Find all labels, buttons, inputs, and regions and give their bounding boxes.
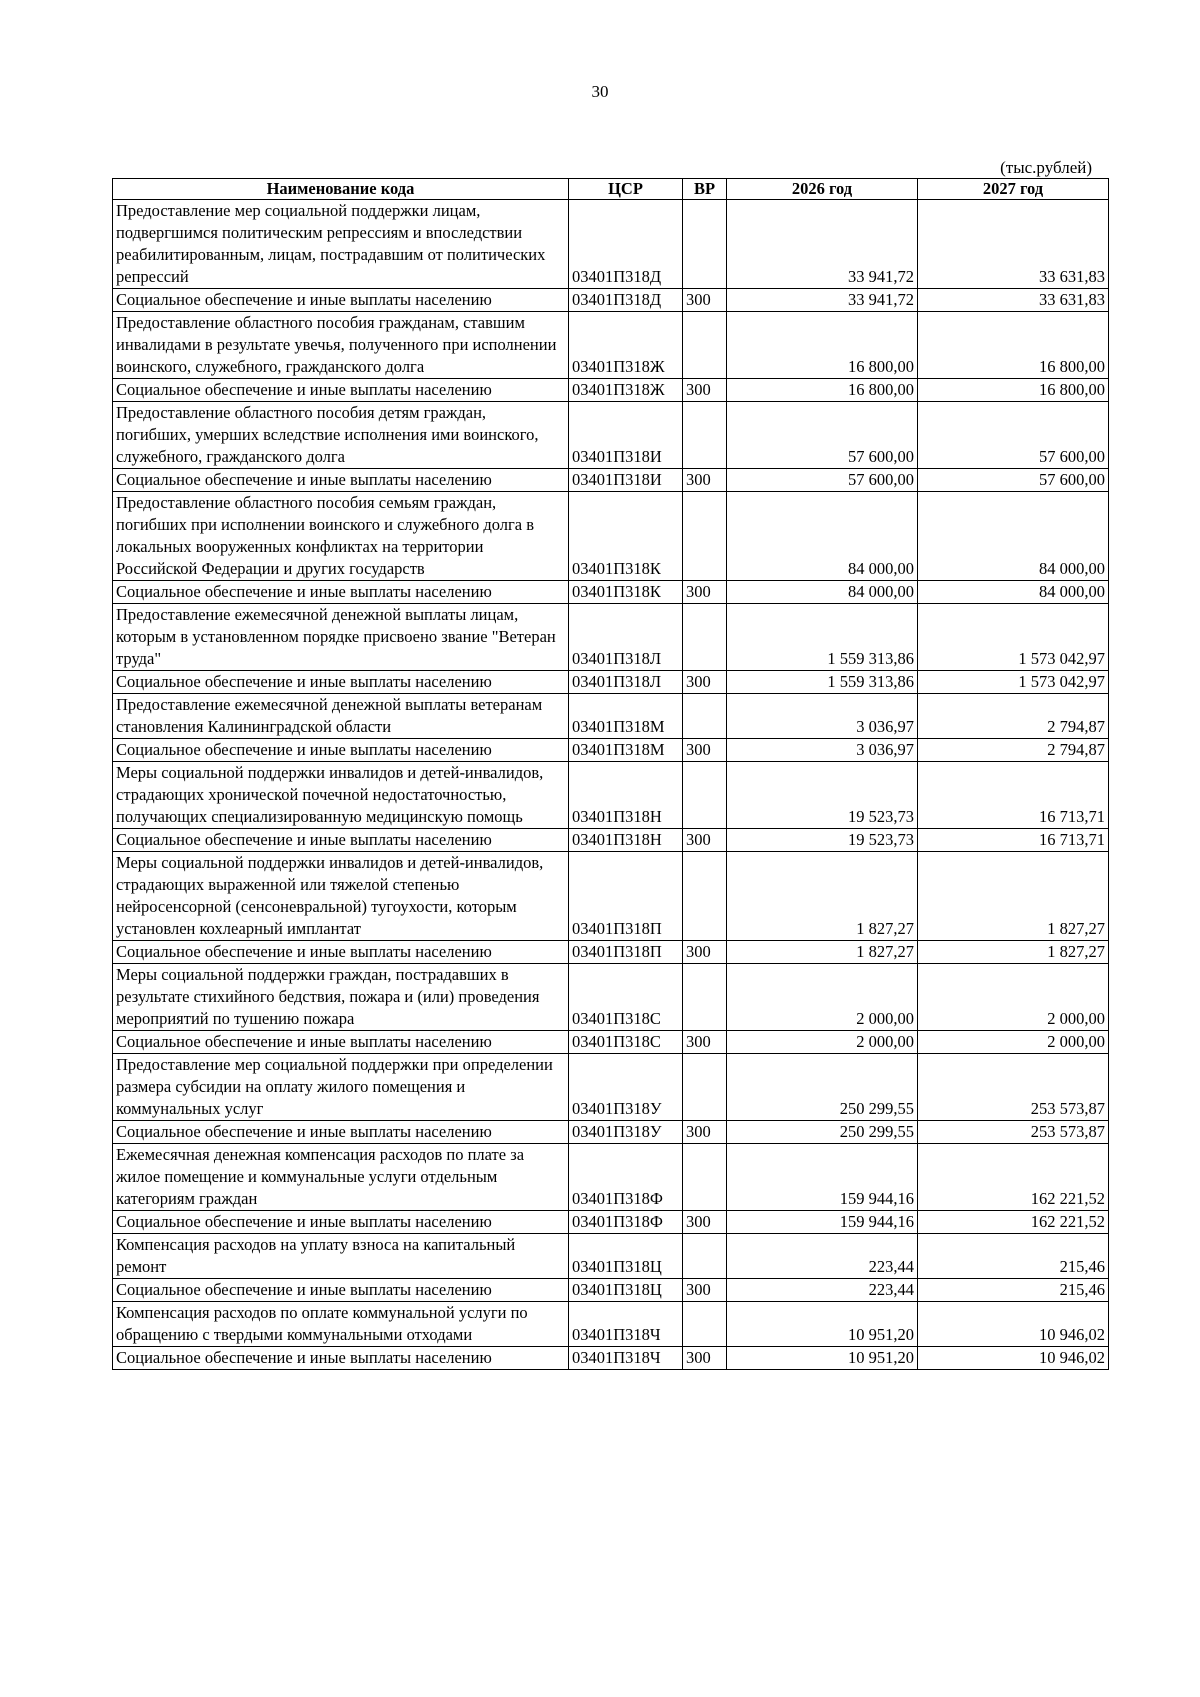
table-row <box>113 1279 1109 1302</box>
cell-2026: 16 800,00 <box>727 379 918 402</box>
cell-vr: 300 <box>683 1121 727 1144</box>
table-header-row <box>113 179 1109 200</box>
cell-2026: 19 523,73 <box>727 829 918 852</box>
table-row <box>113 469 1109 492</box>
cell-2027: 57 600,00 <box>918 469 1109 492</box>
cell-vr <box>683 694 727 739</box>
cell-csr: 03401П318Ф <box>569 1144 683 1211</box>
cell-name: Социальное обеспечение и иные выплаты населению <box>113 829 569 852</box>
cell-2027: 33 631,83 <box>918 200 1109 289</box>
cell-name: Компенсация расходов на уплату взноса на капитальный ремонт <box>113 1234 569 1279</box>
cell-csr: 03401П318Ц <box>569 1279 683 1302</box>
cell-vr: 300 <box>683 739 727 762</box>
cell-2026: 159 944,16 <box>727 1211 918 1234</box>
cell-name: Предоставление мер социальной поддержки при определении размера субсидии на оплату жилого помещения и коммунальных услуг <box>113 1054 569 1121</box>
cell-csr: 03401П318С <box>569 964 683 1031</box>
table-row <box>113 964 1109 1031</box>
cell-2026: 33 941,72 <box>727 289 918 312</box>
cell-vr <box>683 604 727 671</box>
cell-2027: 1 573 042,97 <box>918 604 1109 671</box>
cell-vr <box>683 1054 727 1121</box>
table-row <box>113 492 1109 581</box>
cell-name: Социальное обеспечение и иные выплаты населению <box>113 1031 569 1054</box>
units-label: (тыс.рублей) <box>1000 158 1092 177</box>
cell-vr: 300 <box>683 1347 727 1370</box>
table-row <box>113 694 1109 739</box>
cell-2026: 84 000,00 <box>727 581 918 604</box>
cell-vr: 300 <box>683 829 727 852</box>
cell-csr: 03401П318У <box>569 1054 683 1121</box>
cell-csr: 03401П318М <box>569 694 683 739</box>
cell-csr: 03401П318К <box>569 492 683 581</box>
cell-name: Социальное обеспечение и иные выплаты населению <box>113 941 569 964</box>
cell-vr <box>683 1234 727 1279</box>
cell-vr <box>683 964 727 1031</box>
cell-name: Предоставление ежемесячной денежной выплаты лицам, которым в установленном порядке присвоено звание "Ветеран труда" <box>113 604 569 671</box>
cell-vr <box>683 200 727 289</box>
cell-csr: 03401П318Д <box>569 200 683 289</box>
cell-2026: 10 951,20 <box>727 1347 918 1370</box>
cell-name: Социальное обеспечение и иные выплаты населению <box>113 1121 569 1144</box>
cell-vr: 300 <box>683 1279 727 1302</box>
table-row <box>113 312 1109 379</box>
cell-csr: 03401П318Ч <box>569 1302 683 1347</box>
cell-name: Компенсация расходов по оплате коммунальной услуги по обращению с твердыми коммунальными отходами <box>113 1302 569 1347</box>
cell-2027: 253 573,87 <box>918 1054 1109 1121</box>
cell-csr: 03401П318П <box>569 941 683 964</box>
cell-vr: 300 <box>683 379 727 402</box>
cell-csr: 03401П318Ж <box>569 379 683 402</box>
cell-csr: 03401П318Н <box>569 762 683 829</box>
cell-name: Социальное обеспечение и иные выплаты населению <box>113 1211 569 1234</box>
column-header-2027: 2027 год <box>918 179 1109 200</box>
table-row <box>113 852 1109 941</box>
cell-name: Социальное обеспечение и иные выплаты населению <box>113 379 569 402</box>
cell-name: Меры социальной поддержки граждан, пострадавших в результате стихийного бедствия, пожара и (или) проведения мероприятий по тушению пожара <box>113 964 569 1031</box>
column-header-vr: ВР <box>683 179 727 200</box>
cell-csr: 03401П318Л <box>569 671 683 694</box>
cell-csr: 03401П318И <box>569 469 683 492</box>
cell-name: Социальное обеспечение и иные выплаты населению <box>113 581 569 604</box>
cell-2027: 16 713,71 <box>918 762 1109 829</box>
cell-vr: 300 <box>683 671 727 694</box>
cell-csr: 03401П318Н <box>569 829 683 852</box>
cell-2026: 57 600,00 <box>727 402 918 469</box>
cell-vr <box>683 402 727 469</box>
cell-2026: 1 827,27 <box>727 852 918 941</box>
cell-vr <box>683 1302 727 1347</box>
table-row <box>113 379 1109 402</box>
cell-name: Социальное обеспечение и иные выплаты населению <box>113 739 569 762</box>
cell-name: Предоставление областного пособия семьям граждан, погибших при исполнении воинского и служебного долга в локальных вооруженных конфликтах на территории Российской Федерации и других государств <box>113 492 569 581</box>
cell-name: Предоставление областного пособия детям граждан, погибших, умерших вследствие исполнения ими воинского, служебного, гражданского долга <box>113 402 569 469</box>
cell-2027: 33 631,83 <box>918 289 1109 312</box>
cell-vr: 300 <box>683 289 727 312</box>
cell-2026: 223,44 <box>727 1234 918 1279</box>
cell-2027: 162 221,52 <box>918 1144 1109 1211</box>
table-row <box>113 1121 1109 1144</box>
cell-2026: 33 941,72 <box>727 200 918 289</box>
cell-vr: 300 <box>683 1031 727 1054</box>
cell-name: Предоставление областного пособия гражданам, ставшим инвалидами в результате увечья, полученного при исполнении воинского, служебного, гражданского долга <box>113 312 569 379</box>
page-number: 30 <box>591 82 609 101</box>
cell-name: Социальное обеспечение и иные выплаты населению <box>113 469 569 492</box>
cell-2027: 10 946,02 <box>918 1302 1109 1347</box>
cell-2026: 2 000,00 <box>727 964 918 1031</box>
cell-csr: 03401П318К <box>569 581 683 604</box>
cell-2026: 19 523,73 <box>727 762 918 829</box>
column-header-2026: 2026 год <box>727 179 918 200</box>
cell-name: Социальное обеспечение и иные выплаты населению <box>113 671 569 694</box>
table-row <box>113 739 1109 762</box>
cell-2026: 2 000,00 <box>727 1031 918 1054</box>
table-row <box>113 1031 1109 1054</box>
budget-table <box>112 178 1109 1370</box>
cell-2027: 84 000,00 <box>918 581 1109 604</box>
cell-2027: 1 827,27 <box>918 941 1109 964</box>
cell-csr: 03401П318Д <box>569 289 683 312</box>
cell-csr: 03401П318Ж <box>569 312 683 379</box>
cell-2026: 16 800,00 <box>727 312 918 379</box>
cell-2026: 84 000,00 <box>727 492 918 581</box>
cell-name: Предоставление мер социальной поддержки лицам, подвергшимся политическим репрессиям и впоследствии реабилитированным, лицам, пострадавшим от политических репрессий <box>113 200 569 289</box>
cell-csr: 03401П318У <box>569 1121 683 1144</box>
table-row <box>113 1211 1109 1234</box>
cell-2026: 1 559 313,86 <box>727 604 918 671</box>
cell-2027: 2 794,87 <box>918 739 1109 762</box>
cell-csr: 03401П318И <box>569 402 683 469</box>
table-row <box>113 1347 1109 1370</box>
table-row <box>113 829 1109 852</box>
cell-name: Ежемесячная денежная компенсация расходов по плате за жилое помещение и коммунальные услуги отдельным категориям граждан <box>113 1144 569 1211</box>
table-row <box>113 200 1109 289</box>
cell-2027: 215,46 <box>918 1279 1109 1302</box>
cell-vr: 300 <box>683 1211 727 1234</box>
cell-2027: 1 827,27 <box>918 852 1109 941</box>
cell-2027: 1 573 042,97 <box>918 671 1109 694</box>
cell-2027: 16 800,00 <box>918 312 1109 379</box>
cell-name: Меры социальной поддержки инвалидов и детей-инвалидов, страдающих хронической почечной недостаточностью, получающих специализированную медицинскую помощь <box>113 762 569 829</box>
cell-name: Предоставление ежемесячной денежной выплаты ветеранам становления Калининградской области <box>113 694 569 739</box>
column-header-name: Наименование кода <box>113 179 569 200</box>
cell-csr: 03401П318Ф <box>569 1211 683 1234</box>
cell-vr <box>683 1144 727 1211</box>
cell-name: Социальное обеспечение и иные выплаты населению <box>113 1279 569 1302</box>
cell-2027: 162 221,52 <box>918 1211 1109 1234</box>
cell-2026: 3 036,97 <box>727 694 918 739</box>
table-row <box>113 941 1109 964</box>
column-header-csr: ЦСР <box>569 179 683 200</box>
cell-2026: 250 299,55 <box>727 1054 918 1121</box>
cell-2027: 2 794,87 <box>918 694 1109 739</box>
cell-2027: 2 000,00 <box>918 1031 1109 1054</box>
cell-2027: 10 946,02 <box>918 1347 1109 1370</box>
cell-2027: 16 800,00 <box>918 379 1109 402</box>
cell-csr: 03401П318Л <box>569 604 683 671</box>
cell-2026: 1 827,27 <box>727 941 918 964</box>
table-row <box>113 1302 1109 1347</box>
cell-vr <box>683 492 727 581</box>
cell-2027: 84 000,00 <box>918 492 1109 581</box>
cell-2026: 3 036,97 <box>727 739 918 762</box>
cell-name: Социальное обеспечение и иные выплаты населению <box>113 1347 569 1370</box>
cell-csr: 03401П318Ц <box>569 1234 683 1279</box>
table-row <box>113 1144 1109 1211</box>
table-row <box>113 402 1109 469</box>
cell-2027: 57 600,00 <box>918 402 1109 469</box>
cell-2026: 223,44 <box>727 1279 918 1302</box>
cell-vr: 300 <box>683 581 727 604</box>
table-row <box>113 581 1109 604</box>
cell-name: Социальное обеспечение и иные выплаты населению <box>113 289 569 312</box>
cell-csr: 03401П318П <box>569 852 683 941</box>
table-row <box>113 289 1109 312</box>
cell-vr: 300 <box>683 469 727 492</box>
cell-vr <box>683 312 727 379</box>
cell-2026: 159 944,16 <box>727 1144 918 1211</box>
cell-2027: 16 713,71 <box>918 829 1109 852</box>
table-row <box>113 1234 1109 1279</box>
cell-vr: 300 <box>683 941 727 964</box>
cell-name: Меры социальной поддержки инвалидов и детей-инвалидов, страдающих выраженной или тяжелой степенью нейросенсорной (сенсоневральной) тугоухости, которым установлен кохлеарный имплантат <box>113 852 569 941</box>
cell-2027: 2 000,00 <box>918 964 1109 1031</box>
cell-csr: 03401П318С <box>569 1031 683 1054</box>
cell-2026: 250 299,55 <box>727 1121 918 1144</box>
cell-vr <box>683 852 727 941</box>
table-row <box>113 762 1109 829</box>
table-body <box>113 200 1109 1370</box>
cell-2026: 57 600,00 <box>727 469 918 492</box>
cell-2027: 253 573,87 <box>918 1121 1109 1144</box>
table-row <box>113 604 1109 671</box>
cell-2027: 215,46 <box>918 1234 1109 1279</box>
cell-csr: 03401П318М <box>569 739 683 762</box>
table-row <box>113 671 1109 694</box>
table-row <box>113 1054 1109 1121</box>
cell-csr: 03401П318Ч <box>569 1347 683 1370</box>
cell-vr <box>683 762 727 829</box>
cell-2026: 1 559 313,86 <box>727 671 918 694</box>
cell-2026: 10 951,20 <box>727 1302 918 1347</box>
